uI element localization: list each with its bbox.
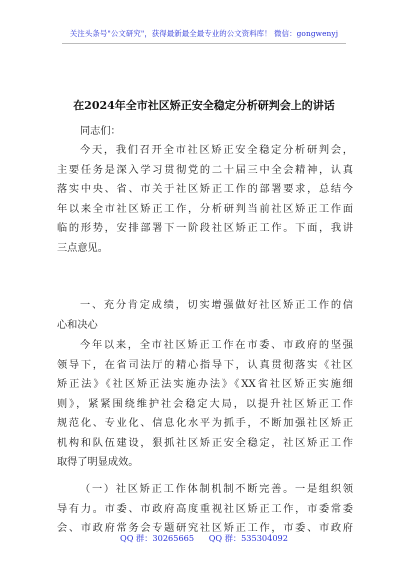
paragraph-3 bbox=[57, 480, 353, 539]
paragraph-line: 领导下，在省司法厅的精心指导下，认真贯彻落实《社区 bbox=[57, 359, 353, 371]
paragraph-line: 规范化、专业化、信息化水平为抓手，不断加强社区矫正 bbox=[57, 418, 353, 429]
paragraph-1 bbox=[57, 141, 353, 258]
paragraph-line: 今年以来，全市社区矫正工作在市委、市政府的坚强 bbox=[80, 340, 353, 351]
header-divider bbox=[62, 43, 346, 44]
paragraph-2 bbox=[57, 336, 353, 473]
heading-line: 心和决心 bbox=[57, 319, 98, 331]
paragraph-line: 主要任务是深入学习贯彻党的二十届三中全会精神，认真 bbox=[57, 164, 353, 176]
header-promo-note: 关注头条号"公文研究"，获得最新最全最专业的公文资料库！ 微信：gongwenyj bbox=[69, 29, 339, 38]
paragraph-line: 临的形势，安排部署下一阶段社区矫正工作。下面，我讲 bbox=[57, 223, 353, 234]
footer-qq-group-2: QQ 群：535304092 bbox=[208, 533, 288, 543]
heading-line: 一、充分肯定成绩，切实增强做好社区矫正工作的信 bbox=[80, 300, 353, 311]
paragraph-line: 三点意见。 bbox=[57, 242, 108, 254]
paragraph-line: 年以来全市社区矫正工作，分析研判当前社区矫正工作面 bbox=[57, 203, 353, 215]
paragraph-line: 则》，紧紧围绕维护社会稳定大局，以提升社区矫正工作 bbox=[57, 398, 353, 410]
section-heading-1 bbox=[57, 296, 353, 335]
footer-qq-group-1: QQ 群：30265665 bbox=[120, 533, 195, 543]
document-title: 在2024年全市社区矫正安全稳定分析研判会上的讲话 bbox=[73, 99, 335, 112]
paragraph-line: 今天，我们召开全市社区矫正安全稳定分析研判会， bbox=[80, 145, 353, 156]
paragraph-line: 取得了明显成效。 bbox=[57, 457, 139, 468]
paragraph-line: 机构和队伍建设，狠抓社区矫正安全稳定，社区矫正工作 bbox=[57, 437, 353, 449]
paragraph-line: 落实中央、省、市关于社区矫正工作的部署要求，总结今 bbox=[57, 184, 353, 195]
paragraph-line: 矫正法》《社区矫正法实施办法》《XX省社区矫正实施细 bbox=[57, 379, 353, 390]
salutation: 同志们： bbox=[80, 126, 121, 137]
paragraph-line: 导有力。市委、市政府高度重视社区矫正工作，市委常委 bbox=[57, 503, 353, 515]
paragraph-line: （一）社区矫正工作体制机制不断完善。一是组织领 bbox=[80, 484, 353, 495]
paragraph-line: 会、市政府常务会专题研究社区矫正工作，市委、市政府 bbox=[57, 523, 353, 534]
footer-qq-groups bbox=[0, 533, 408, 544]
